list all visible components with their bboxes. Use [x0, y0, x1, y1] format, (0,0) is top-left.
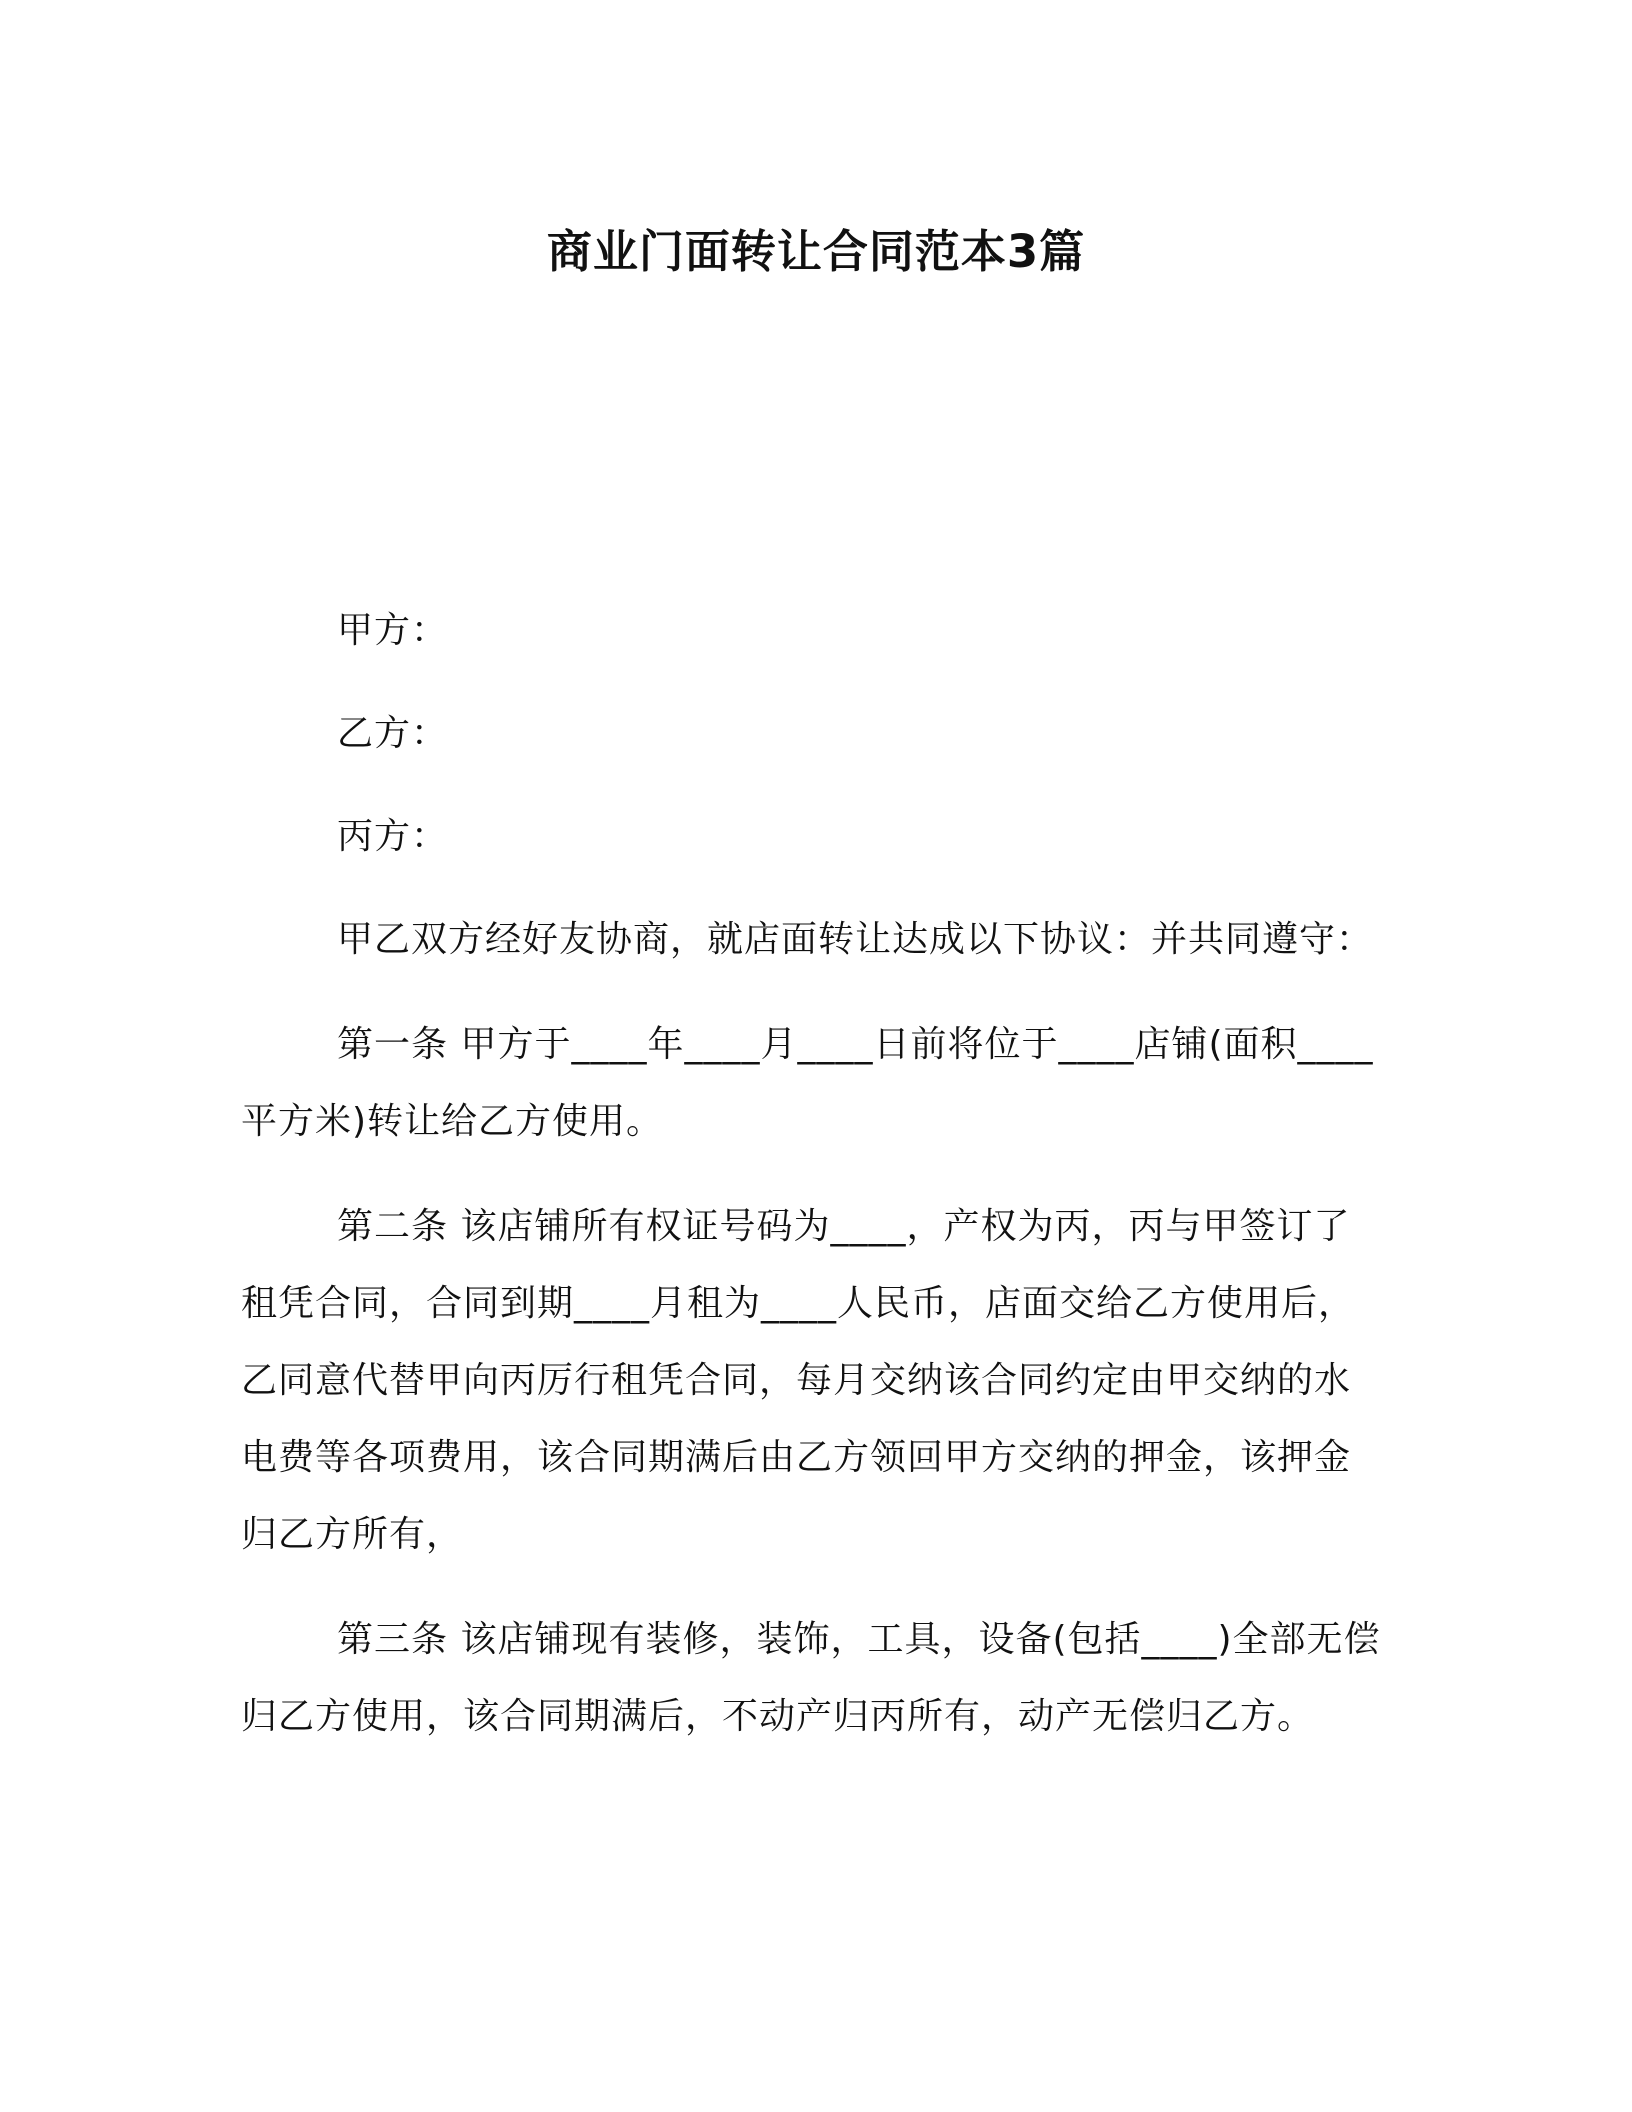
party-c-line: 丙方：: [337, 816, 449, 857]
intro-paragraph: 甲乙双方经好友协商，就店面转让达成以下协议：并共同遵守：: [337, 919, 1374, 960]
party-b-line: 乙方：: [337, 713, 449, 754]
article-2: 第二条 该店铺所有权证号码为____，产权为丙，丙与甲签订了租凭合同，合同到期____月租为____人民币，店面交给乙方使用后，乙同意代替甲向丙厉行租凭合同，每月交纳该合同约定由甲交纳的水电费等各项费用，该合同期满后由乙方领回甲方交纳的押金，该押金归乙方所有，: [241, 1206, 1356, 1555]
document-body: [241, 592, 1381, 1783]
party-a-line: 甲方：: [337, 610, 449, 651]
article-1: 第一条 甲方于____年____月____日前将位于____店铺(面积____平方米)转让给乙方使用。: [241, 1024, 1374, 1142]
article-3: 第三条 该店铺现有装修，装饰，工具，设备(包括____)全部无偿归乙方使用，该合同期满后，不动产归丙所有，动产无偿归乙方。: [241, 1619, 1381, 1737]
document-title: 商业门面转让合同范本3篇: [546, 225, 1086, 278]
